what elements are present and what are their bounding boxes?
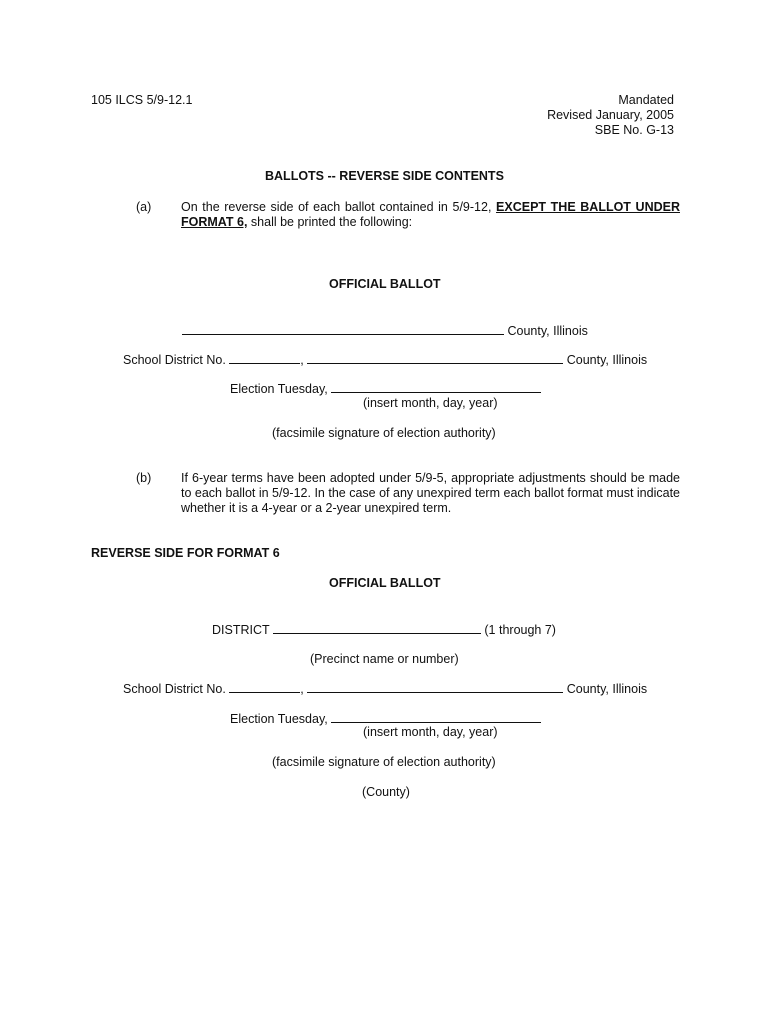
format6-school-district-label: School District No. <box>123 682 226 696</box>
district-range: (1 through 7) <box>484 623 556 637</box>
school-district-row <box>123 352 647 368</box>
section-a-text-before: On the reverse side of each ballot contained in 5/9-12, <box>181 200 497 214</box>
school-district-blank <box>229 352 300 364</box>
county-line-row <box>182 323 588 339</box>
format6-insert-date-note: (insert month, day, year) <box>363 725 498 739</box>
revised-date: Revised January, 2005 <box>547 108 674 122</box>
section-b-label: (b) <box>136 471 152 485</box>
comma: , <box>300 353 304 367</box>
format6-school-district-blank <box>229 681 300 693</box>
signature-note: (facsimile signature of election authority) <box>272 426 496 440</box>
mandated-label: Mandated <box>618 93 674 107</box>
district-blank <box>273 622 481 634</box>
format6-election-label: Election Tuesday, <box>230 712 328 726</box>
county-name-blank <box>307 352 563 364</box>
format6-county-name-blank <box>307 681 563 693</box>
county-blank <box>182 323 504 335</box>
school-district-label: School District No. <box>123 353 226 367</box>
insert-date-note: (insert month, day, year) <box>363 396 498 410</box>
county-note: (County) <box>362 785 410 799</box>
statute-reference: 105 ILCS 5/9-12.1 <box>91 93 193 107</box>
district-label: DISTRICT <box>212 623 270 637</box>
official-ballot-heading: OFFICIAL BALLOT <box>329 277 441 291</box>
section-a-label: (a) <box>136 200 152 214</box>
sbe-number: SBE No. G-13 <box>594 123 674 137</box>
format6-school-district-row <box>123 681 647 697</box>
district-row <box>212 622 556 638</box>
format6-county-suffix: County, Illinois <box>566 682 648 696</box>
election-row <box>230 381 541 397</box>
county-suffix: County, Illinois <box>507 324 588 338</box>
section-b-text: If 6-year terms have been adopted under 5/9-5, appropriate adjustments should be made to each ballot in 5/9-12. In the case of any unexpired term each ballot format must indicate whether it is a 4-year or a 2-year unexpired term. <box>181 471 680 515</box>
section-a-text-after: shall be printed the following: <box>247 215 413 229</box>
section-a-text <box>181 200 680 230</box>
format6-signature-note: (facsimile signature of election authority) <box>272 755 496 769</box>
format6-heading: REVERSE SIDE FOR FORMAT 6 <box>91 546 280 560</box>
format6-election-date-blank <box>331 711 541 723</box>
precinct-note: (Precinct name or number) <box>310 652 459 666</box>
page-title: BALLOTS -- REVERSE SIDE CONTENTS <box>265 169 504 183</box>
format6-ballot-heading: OFFICIAL BALLOT <box>329 576 441 590</box>
election-date-blank <box>331 381 541 393</box>
election-label: Election Tuesday, <box>230 382 328 396</box>
county-suffix-2: County, Illinois <box>566 353 648 367</box>
format6-comma: , <box>300 682 304 696</box>
section-a-emphasis: EXCEPT THE BALLOT UNDER FORMAT 6, <box>181 200 680 229</box>
